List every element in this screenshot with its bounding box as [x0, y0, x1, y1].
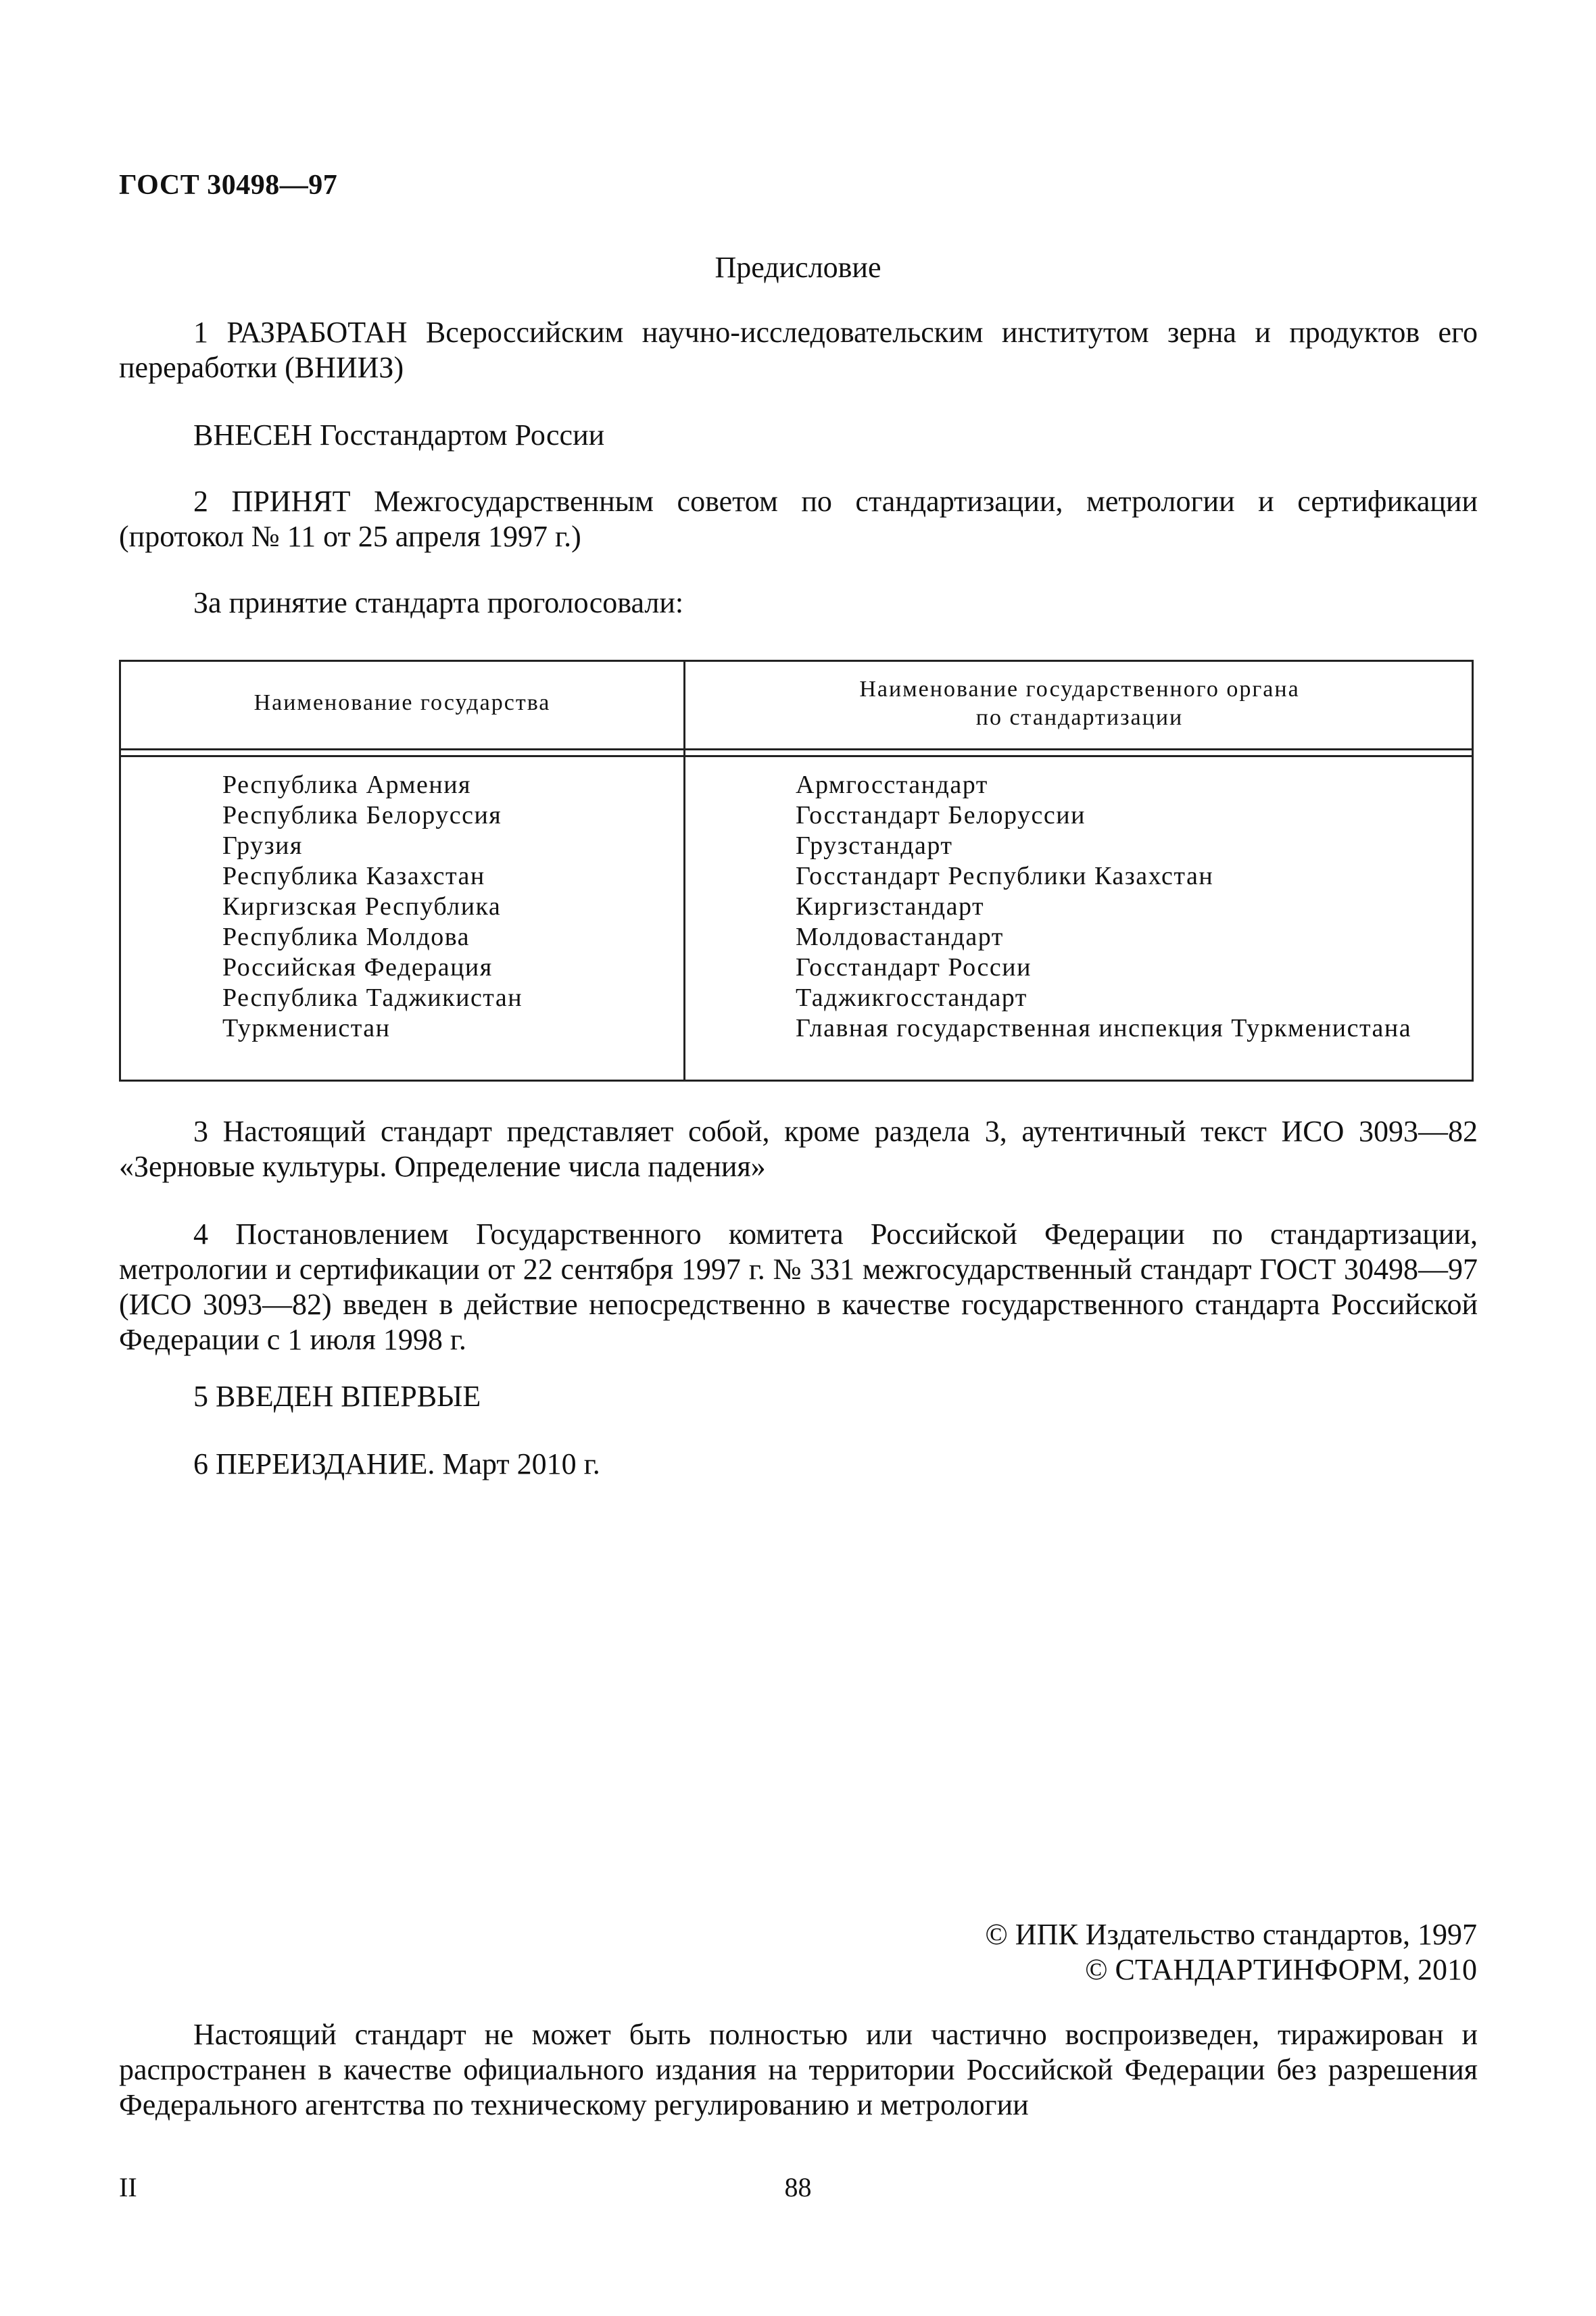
paragraph-1-text: 1 РАЗРАБОТАН Всероссийским научно-исследовательским институтом зерна и продуктов его переработки (ВНИИЗ): [119, 316, 1478, 384]
table-cell-state: Республика Молдова: [222, 923, 470, 951]
table-cell-body: Главная государственная инспекция Туркменистана: [796, 1014, 1412, 1042]
table-cell-body: Грузстандарт: [796, 831, 953, 860]
table-cell-state: Республика Казахстан: [222, 862, 485, 890]
table-cell-body: Госстандарт Белоруссии: [796, 801, 1086, 829]
paragraph-1b: [119, 418, 1478, 453]
paragraph-1b-text: ВНЕСЕН Госстандартом России: [193, 418, 605, 452]
copyright-line-1: © ИПК Издательство стандартов, 1997: [985, 1918, 1477, 1951]
table-header-body-line-2: по стандартизации: [975, 705, 1184, 730]
paragraph-vote: [119, 585, 1478, 621]
paragraph-6-text: 6 ПЕРЕИЗДАНИЕ. Март 2010 г.: [193, 1447, 600, 1480]
table-column-states: [222, 770, 523, 1044]
table-cell-state: Республика Белоруссия: [222, 801, 502, 829]
table-cell-state: Республика Таджикистан: [222, 984, 523, 1012]
paragraph-3-text: 3 Настоящий стандарт представляет собой, кроме раздела 3, аутентичный текст ИСО 3093—82 «Зерновые культуры. Определение числа падения»: [119, 1115, 1478, 1183]
paragraph-5-text: 5 ВВЕДЕН ВПЕРВЫЕ: [193, 1380, 481, 1413]
table-column-bodies: [796, 770, 1411, 1044]
table-cell-body: Таджикгосстандарт: [796, 984, 1027, 1012]
table-cell-body: Госстандарт России: [796, 953, 1032, 982]
table-cell-body: Армгосстандарт: [796, 771, 988, 799]
table-header-body-line-1: Наименование государственного органа: [859, 677, 1300, 702]
table-cell-state: Республика Армения: [222, 771, 472, 799]
table-header-rule-1: [121, 748, 1472, 750]
paragraph-3: [119, 1114, 1478, 1184]
table-cell-state: Киргизская Республика: [222, 892, 502, 921]
paragraph-2: [119, 484, 1478, 554]
page-roman-number: II: [119, 2172, 137, 2202]
table-cell-body: Киргизстандарт: [796, 892, 985, 921]
page-number: 88: [784, 2172, 812, 2202]
paragraph-2-text: 2 ПРИНЯТ Межгосударственным советом по стандартизации, метрологии и сертификации (протокол № 11 от 25 апреля 1997 г.): [119, 485, 1478, 553]
table-header-rule-2: [121, 755, 1472, 757]
paragraph-4: [119, 1217, 1478, 1357]
copyright-line-2: © СТАНДАРТИНФОРМ, 2010: [1085, 1953, 1477, 1986]
paragraph-6: [119, 1447, 1478, 1482]
table-cell-body: Молдовастандарт: [796, 923, 1004, 951]
paragraph-4-text: 4 Постановлением Государственного комитета Российской Федерации по стандартизации, метрологии и сертификации от 22 сентября 1997 г. № 331 межгосударственный стандарт ГОСТ 30498—97 (ИСО 3093—82) введен в действие непосредственно в качестве государственного стандарта Российской Федерации с 1 июля 1998 г.: [119, 1217, 1478, 1356]
table-cell-body: Госстандарт Республики Казахстан: [796, 862, 1214, 890]
paragraph-1: [119, 315, 1478, 385]
table-header-body: [685, 675, 1474, 732]
reproduction-notice-text: Настоящий стандарт не может быть полностью или частично воспроизведен, тиражирован и распространен в качестве официального издания на территории Российской Федерации без разрешения Федерального агентства по техническому регулированию и метрологии: [119, 2018, 1478, 2121]
voting-table: [119, 660, 1474, 1082]
document-code: ГОСТ 30498—97: [119, 170, 338, 201]
paragraph-vote-text: За принятие стандарта проголосовали:: [193, 586, 684, 619]
table-header-state: Наименование государства: [253, 690, 551, 715]
copyright-block: [985, 1917, 1477, 1987]
reproduction-notice: [119, 2017, 1478, 2123]
table-cell-state: Грузия: [222, 831, 303, 860]
paragraph-5: [119, 1379, 1478, 1414]
page-title: Предисловие: [715, 251, 881, 284]
table-cell-state: Туркменистан: [222, 1014, 391, 1042]
table-cell-state: Российская Федерация: [222, 953, 493, 982]
